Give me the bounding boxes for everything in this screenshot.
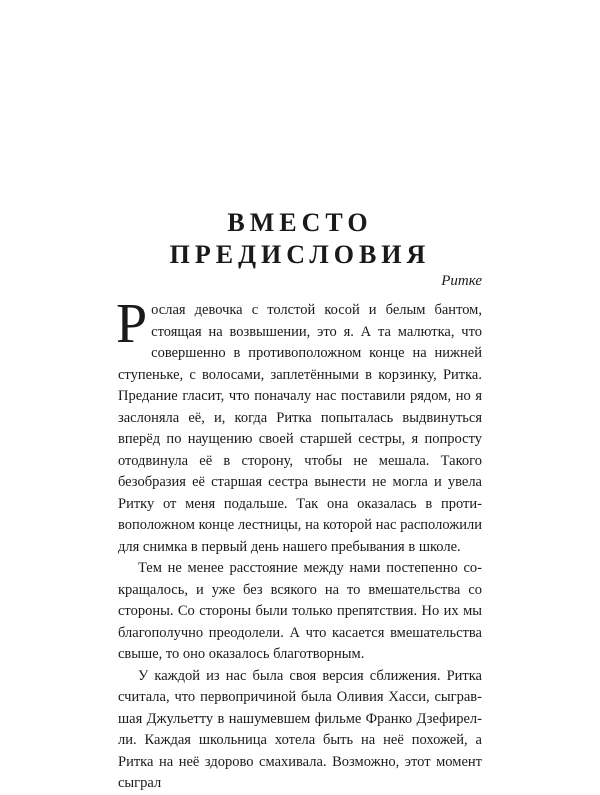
chapter-body (116, 293, 482, 795)
paragraph-1-text: ослая девочка с толстой косой и белым бантом, стоящая на возвышении, это я. А та малютка, что совершенно в противоположном конце на нижней ступеньке, с волосами, заплетёнными в корзинку, Ритка. Предание гласит, что поначалу нас поставили рядом, но я заслоняла её, и, когда Ритка попыталась выдвинуться вперёд по наущению своей старшей сестры, я попросту отодвинула её в сторону, чтобы не мешала. Такого безобразия её старшая сестра вынести не могла и увела Ритку от меня подальше. Так она оказалась в противоположном конце лестницы, на которой нас расположили для снимка в первый день нашего пребывания в школе. (118, 302, 482, 555)
chapter-title-line-2: ПРЕДИСЛОВИЯ (169, 240, 431, 269)
drop-cap: Р (116, 293, 148, 355)
dedication: Ритке (441, 273, 482, 289)
paragraph-2: Тем не менее расстояние между нами постепенно сокращалось, и уже без всякого на то вмешательства со стороны. Со стороны были только препятствия. Но их мы благополучно преодолели. А что касается вмешательства свыше, то оно оказалось благотворным. (118, 560, 482, 662)
paragraph-1 (116, 293, 482, 558)
chapter-title-line-1: ВМЕСТО (227, 208, 373, 237)
paragraph-3: У каждой из нас была своя версия сближения. Ритка считала, что первопричиной была Оливия Хасси, сыгравшая Джульетту в нашумевшем фильме Франко Дзефирелли. Каждая школьница хотела быть на неё похожей, а Ритка на неё здорово смахивала. Возможно, этот момент сыграл (118, 667, 482, 791)
